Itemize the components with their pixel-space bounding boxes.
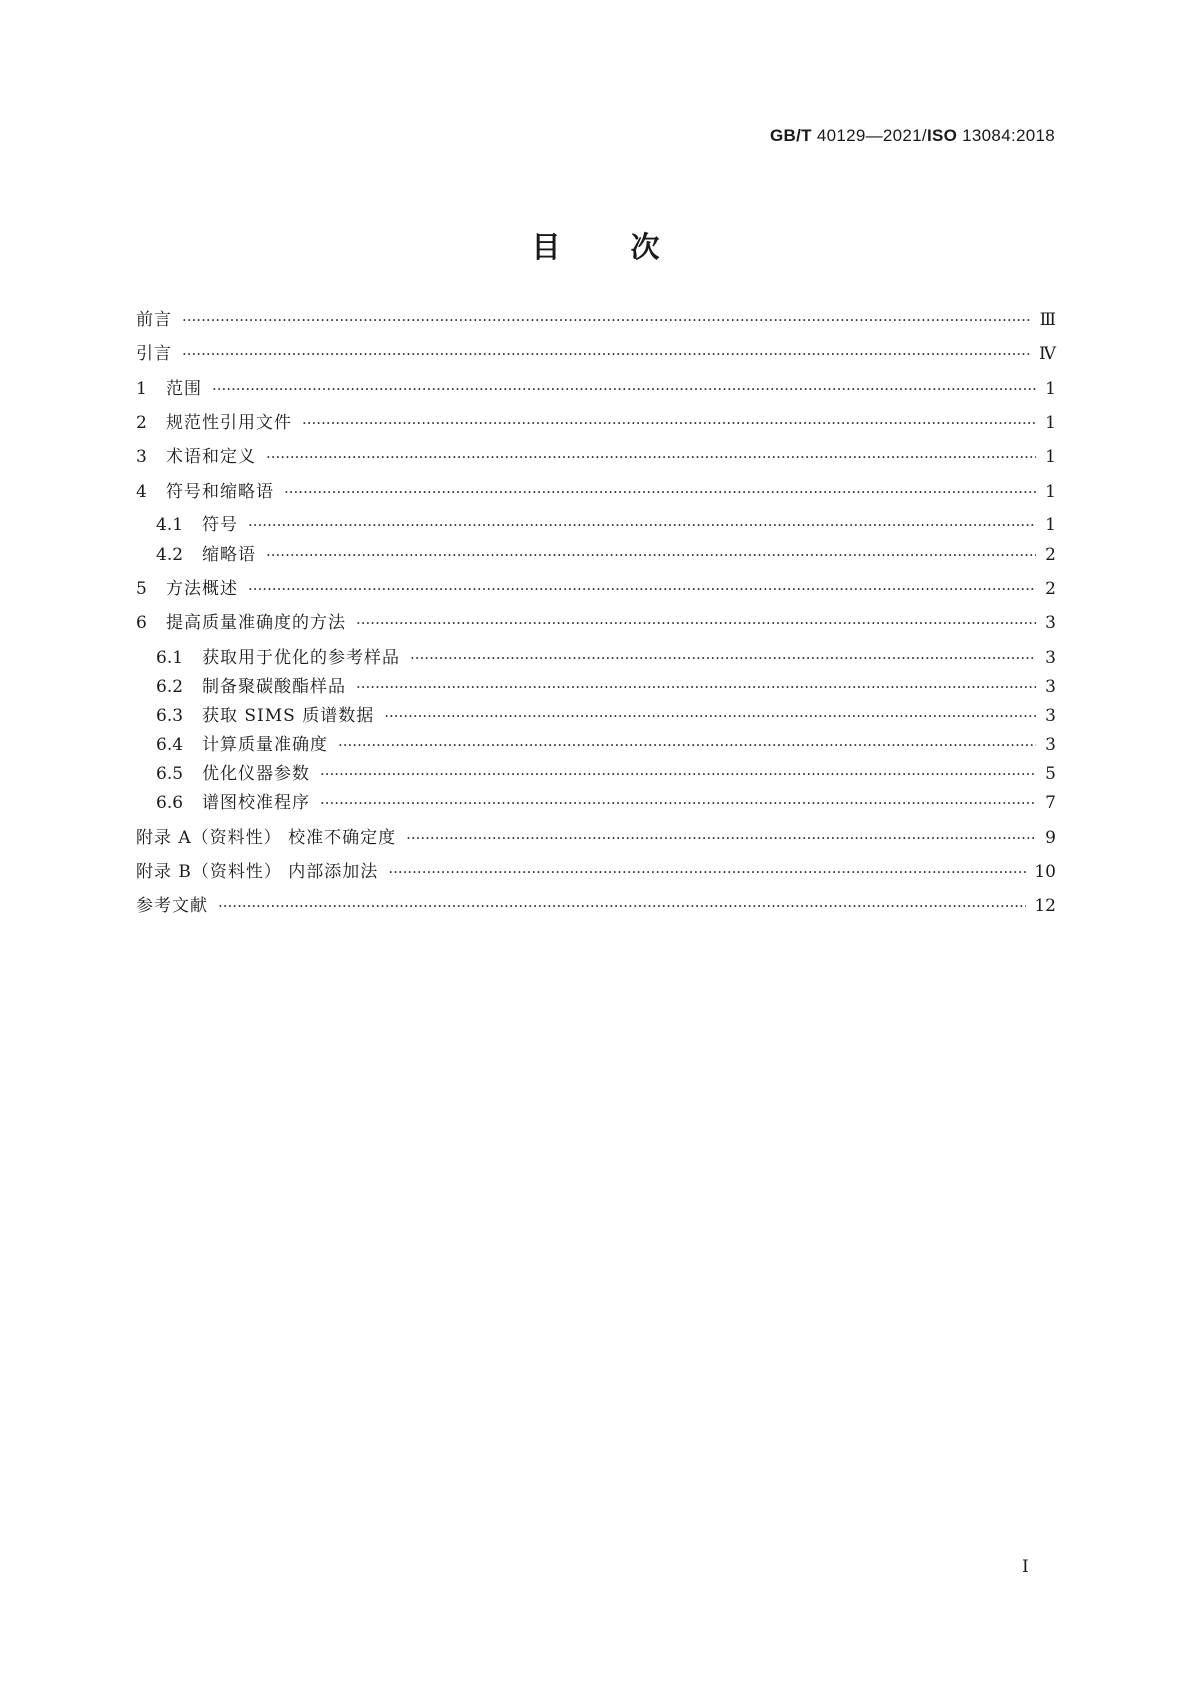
toc-number: 6.5 [156,764,184,784]
toc-number: 3 [136,447,147,467]
toc-leader [284,481,1036,503]
toc-page: 3 [1045,648,1056,668]
standard-gb: GB/T [769,126,812,145]
standard-number: 40129—2021/ [816,126,927,145]
toc-page: 10 [1034,862,1056,882]
toc-leader [406,827,1036,849]
toc-leader [320,763,1036,785]
toc-label: 计算质量准确度 [202,735,328,755]
toc-leader [266,446,1036,468]
toc-leader [338,734,1036,756]
toc-entry-6-1[interactable] [156,643,1056,669]
toc-entry-annex-b[interactable] [136,857,1056,883]
toc-entry-4-1[interactable] [156,510,1056,536]
toc-page: 7 [1045,793,1056,813]
toc-entry-6-5[interactable] [156,759,1056,785]
toc-number: 6.4 [156,735,184,755]
toc-number: 6 [136,613,147,633]
toc-label: 前言 [136,310,172,330]
toc-entry-annex-a[interactable] [136,823,1056,849]
toc-entry-4-2[interactable] [156,540,1056,566]
toc-entry-6-6[interactable] [156,788,1056,814]
toc-leader [356,612,1036,634]
toc-leader [182,309,1032,331]
toc-entry-foreword[interactable] [136,305,1056,331]
toc-entry-introduction[interactable] [136,339,1056,365]
toc-page: 2 [1045,579,1056,599]
toc-page: 12 [1034,896,1056,916]
toc-number: 6.2 [156,677,184,697]
toc-page: 3 [1045,735,1056,755]
toc-entry-6-3[interactable] [156,701,1056,727]
toc-page: 1 [1045,515,1056,535]
toc-leader [212,378,1036,400]
toc-leader [248,514,1036,536]
toc-page: 3 [1045,677,1056,697]
toc-number: 2 [136,413,147,433]
toc-label: 获取用于优化的参考样品 [202,648,400,668]
toc-entry-4[interactable] [136,477,1056,503]
toc-label: 获取 SIMS 质谱数据 [202,706,375,726]
toc-page: 1 [1045,482,1056,502]
toc-label: 符号 [202,515,238,535]
toc-number: 4.1 [156,515,184,535]
toc-leader [384,705,1036,727]
toc-page: Ⅲ [1039,310,1056,330]
toc-page: 5 [1045,764,1056,784]
title-char-1: 目 [531,230,561,264]
toc-leader [248,578,1036,600]
toc-number: 6.6 [156,793,184,813]
title-char-2: 次 [630,230,660,264]
toc-label: 规范性引用文件 [166,413,292,433]
toc-entry-6-4[interactable] [156,730,1056,756]
toc-label: 方法概述 [166,579,238,599]
toc-entry-bibliography[interactable] [136,891,1056,917]
toc-page: 2 [1045,545,1056,565]
toc-label: 提高质量准确度的方法 [166,613,346,633]
toc-label: 制备聚碳酸酯样品 [202,677,346,697]
toc-page: Ⅳ [1039,344,1056,364]
toc-page: 1 [1045,379,1056,399]
toc-label: 优化仪器参数 [202,764,310,784]
toc-number: 4.2 [156,545,184,565]
iso-number: 13084:2018 [962,126,1055,145]
page-folio: I [1022,1557,1029,1577]
toc-page: 1 [1045,413,1056,433]
toc-leader [266,544,1036,566]
toc-page: 9 [1045,828,1056,848]
toc-label: 参考文献 [136,896,208,916]
toc-label: 术语和定义 [166,447,256,467]
toc-number: 6.1 [156,648,184,668]
toc-label: 符号和缩略语 [166,482,274,502]
toc-number: 4 [136,482,147,502]
toc-entry-1[interactable] [136,374,1056,400]
toc-label: 缩略语 [202,545,256,565]
toc-entry-6[interactable] [136,608,1056,634]
toc-label: 谱图校准程序 [202,793,310,813]
toc-leader [356,676,1036,698]
toc-page: 1 [1045,447,1056,467]
toc-leader [182,343,1031,365]
toc-leader [410,647,1036,669]
toc-number: 5 [136,579,147,599]
toc-page: 3 [1045,706,1056,726]
toc-entry-3[interactable] [136,442,1056,468]
standard-iso: ISO [926,126,958,145]
toc-page: 3 [1045,613,1056,633]
toc-number: 6.3 [156,706,184,726]
toc-number: 1 [136,379,147,399]
toc-leader [218,895,1026,917]
toc-label: 附录 B（资料性） 内部添加法 [136,862,379,882]
toc-entry-5[interactable] [136,574,1056,600]
toc-label: 引言 [136,344,172,364]
toc-leader [302,412,1036,434]
toc-label: 范围 [166,379,202,399]
toc-entry-6-2[interactable] [156,672,1056,698]
toc-label: 附录 A（资料性） 校准不确定度 [136,828,397,848]
toc-entry-2[interactable] [136,408,1056,434]
toc-leader [320,792,1036,814]
toc-leader [388,861,1026,883]
